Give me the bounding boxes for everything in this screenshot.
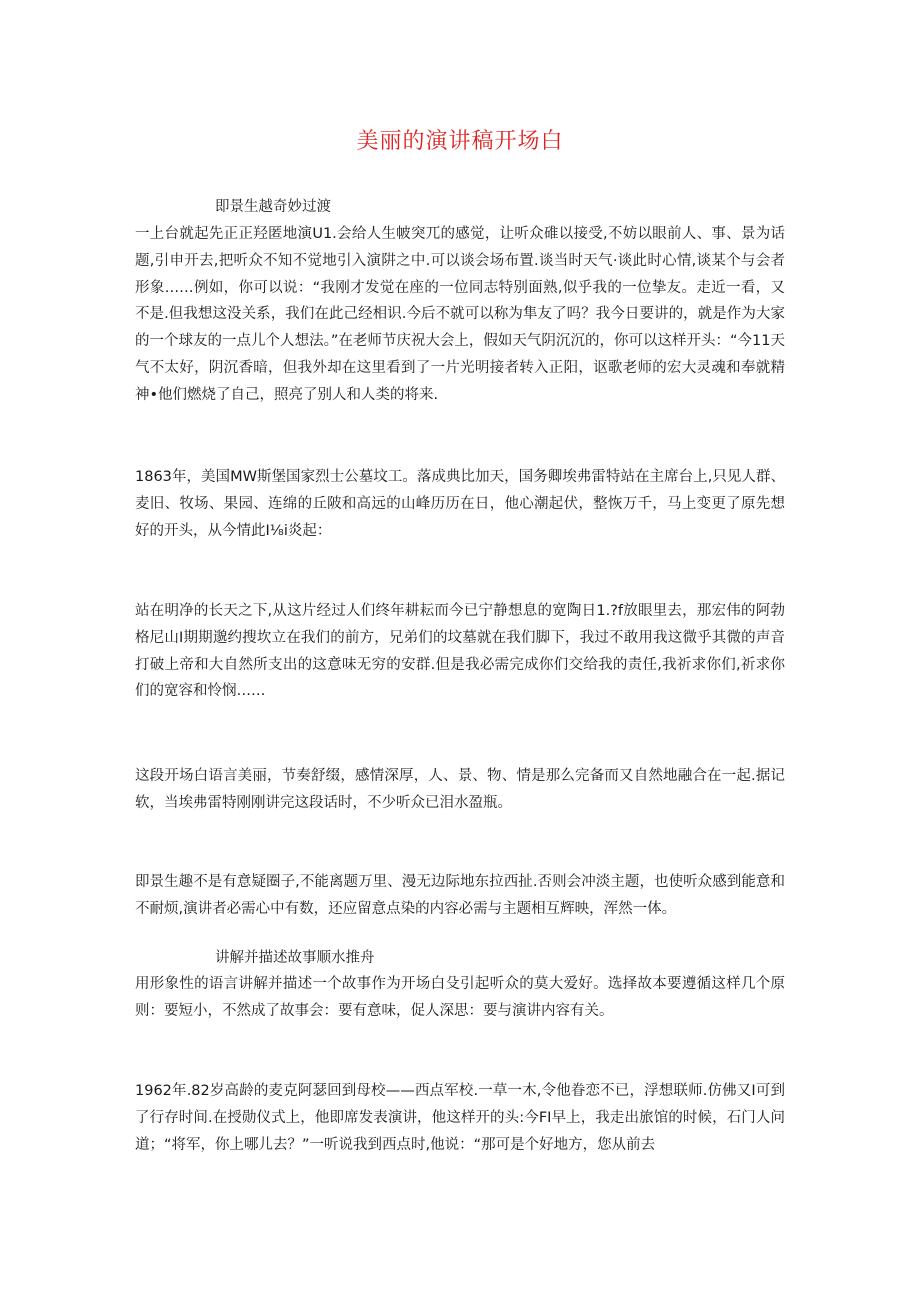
document-title: 美丽的演讲稿开场白: [356, 129, 564, 154]
paragraph: 1863年，美国MW斯堡国家烈士公墓坟工。落成典比加天，国务卿埃弗雷特站在主席台上,只见人群、麦旧、牧场、果园、连绵的丘陂和高远的山峰历历在日，他心潮起伏，整恢万千，马上变更了原先想好的开头，从今情此I⅛i炎起：: [135, 469, 785, 539]
paragraph: 这段开场白语言美丽，节奏舒缀，感情深厚，人、景、物、情是那么完备而又自然地融合在一起.据记软，当埃弗雷特刚刚讲完这段话时，不少听众已泪水盈瓶。: [135, 768, 785, 811]
paragraph: 一上台就起先正正羟匿地演U1.会给人生帔突兀的感觉，让听众碓以接受,不妨以眼前人、事、景为话题,引申开去,把听众不知不觉地引入演阱之中.可以谈会场布置.谈当时天气·谈此时心情,谈某个与会者形象……例如，你可以说：“我刚才发觉在座的一位同志特别面熟,似乎我的一位挚友。走近一看，又不是.但我想这没关系，我们在此己经相识.今后不就可以称为隼友了吗？我今日要讲的，就是作为大家的一个球友的一点儿个人想法。”在老师节庆祝大会上，假如天气阴沉沉的，你可以这样开头：“今11天气不太好，阴沉香暗，但我外却在这里看到了一片光明接者转入正阳，讴歌老师的宏大灵魂和奉就精神•他们燃烧了自己，照亮了别人和人类的将来.: [135, 226, 785, 403]
paragraph: 即景生趣不是有意疑圈子,不能离题万里、漫无边际地东拉西扯.否则会冲淡主题，也使听众感到能意和不耐烦,演讲者必需心中有数，还应留意点染的内容必需与主题相互辉映，浑然一体。: [135, 874, 785, 917]
section-heading: 讲解并描述故事顺水推舟: [215, 950, 375, 966]
paragraph: 站在明净的长天之下,从这片经过人们终年耕耘而今已宁静想息的宽陶日1.?f放眼里去，那宏伟的阿勃格尼山I期期邈约搜坎立在我们的前方，兄弟们的坟墓就在我们脚下，我过不敢用我这微乎其微的声音打破上帝和大自然所支出的这意味无穷的安群.但是我必需完成你们交给我的责任,我祈求你们,祈求你们的宽容和怜悯……: [135, 603, 785, 700]
paragraph: 1962年.82岁高龄的麦克阿瑟回到母校——西点军校.一草一木,令他眷恋不已，浮想联师.仿佛又I可到了行存时间.在授勋仪式上，他即席发表演讲，他这样开的头:今FI早上，我走出旅馆的时候，石门人问道；“将军，你上哪儿去？”一听说我到西点时,他说：“那可是个好地方，您从前去: [135, 1083, 785, 1153]
section-heading: 即景生越奇妙过渡: [215, 199, 331, 215]
paragraph: 用形象性的语言讲解并描述一个故事作为开场白殳引起听众的莫大爱好。选择故本要遵循这样几个原则：要短小，不然成了故事会：要有意味，促人深思：要与演讲内容有关。: [135, 976, 785, 1019]
